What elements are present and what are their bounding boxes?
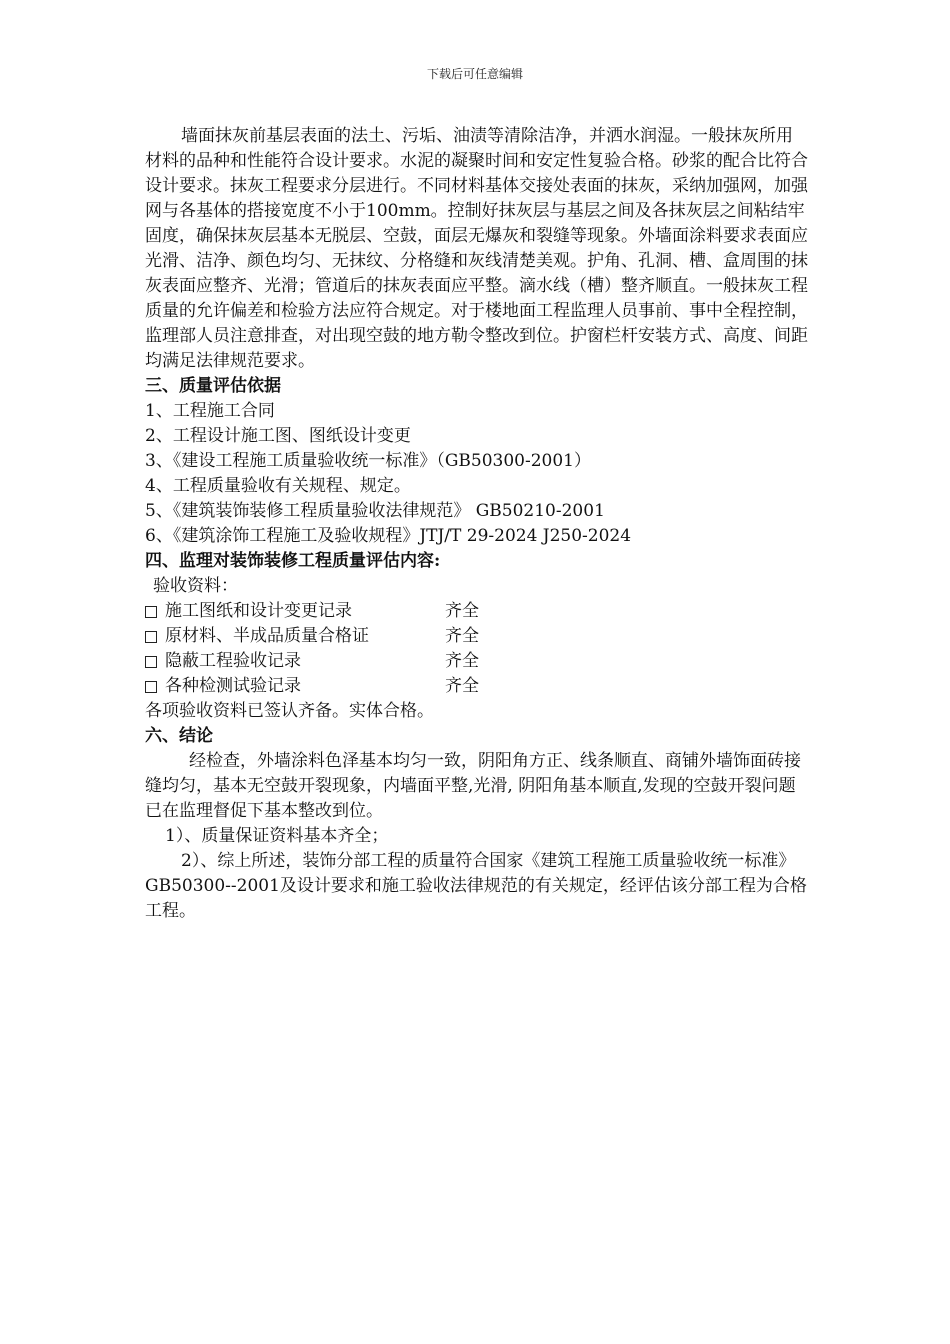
section4-summary: 各项验收资料已签认齐备。实体合格。 (145, 701, 434, 721)
section3-title: 三、质量评估依据 (145, 376, 281, 396)
checklist-item (145, 674, 809, 699)
conclusion-paragraph: 经检查，外墙涂料色泽基本均匀一致，阴阳角方正、线条顺直、商铺外墙饰面砖接缝均匀，基本无空鼓开裂现象，内墙面平整,光滑, 阴阳角基本顺直,发现的空鼓开裂问题已在监理督促下基本整改到位。 (145, 751, 801, 821)
section3-item-5: 5、《建筑装饰装修工程质量验收法律规范》 GB50210-2001 (145, 501, 605, 521)
section3-item-3: 3、《建设工程施工质量验收统一标准》（GB50300-2001） (145, 451, 591, 471)
section6-title: 六、结论 (145, 726, 213, 746)
page-header: 下载后可任意编辑 (426, 67, 523, 81)
checkbox-icon (145, 681, 157, 693)
section3-item-1: 1、工程施工合同 (145, 401, 275, 421)
document-body (145, 124, 809, 924)
acceptance-docs-label: 验收资料： (153, 576, 238, 596)
intro-paragraph: 墙面抹灰前基层表面的法土、污垢、油渍等清除洁净，并洒水润湿。一般抹灰所用材料的品种和性能符合设计要求。水泥的凝聚时间和安定性复验合格。砂浆的配合比符合设计要求。抹灰工程要求分层进行。不同材料基体交接处表面的抹灰，采纳加强网，加强网与各基体的搭接宽度不小于100mm。控制好抹灰层与基层之间及各抹灰层之间粘结牢固度，确保抹灰层基本无脱层、空鼓，面层无爆灰和裂缝等现象。外墙面涂料要求表面应光滑、洁净、颜色均匀、无抹纹、分格缝和灰线清楚美观。护角、孔洞、槽、盒周围的抹灰表面应整齐、光滑；管道后的抹灰表面应平整。滴水线（槽）整齐顺直。一般抹灰工程质量的允许偏差和检验方法应符合规定。对于楼地面工程监理人员事前、事中全程控制，监理部人员注意排查，对出现空鼓的地方勒令整改到位。护窗栏杆安装方式、高度、间距均满足法律规范要求。 (145, 126, 808, 371)
checklist-label: 各种检测试验记录 (165, 676, 301, 696)
section3-item-4: 4、工程质量验收有关规程、规定。 (145, 476, 411, 496)
checklist-label: 施工图纸和设计变更记录 (165, 601, 352, 621)
checklist-item (145, 599, 809, 624)
section4-title: 四、监理对装饰装修工程质量评估内容: (145, 551, 441, 571)
checklist-status: 齐全 (445, 676, 479, 696)
checklist-status: 齐全 (445, 601, 479, 621)
section3-item-2: 2、工程设计施工图、图纸设计变更 (145, 426, 411, 446)
conclusion-item-1: 1）、质量保证资料基本齐全； (165, 826, 389, 846)
checklist-item (145, 624, 809, 649)
checklist-label: 原材料、半成品质量合格证 (165, 626, 369, 646)
checkbox-icon (145, 606, 157, 618)
checklist-label: 隐蔽工程验收记录 (165, 651, 301, 671)
checklist-status: 齐全 (445, 651, 479, 671)
checklist-item (145, 649, 809, 674)
checkbox-icon (145, 631, 157, 643)
section3-item-6: 6、《建筑涂饰工程施工及验收规程》JTJ/T 29-2024 J250-2024 (145, 526, 632, 546)
checklist-status: 齐全 (445, 626, 479, 646)
conclusion-item-2: 2）、综上所述，装饰分部工程的质量符合国家《建筑工程施工质量验收统一标准》GB50300--2001及设计要求和施工验收法律规范的有关规定，经评估该分部工程为合格工程。 (145, 851, 807, 921)
checkbox-icon (145, 656, 157, 668)
